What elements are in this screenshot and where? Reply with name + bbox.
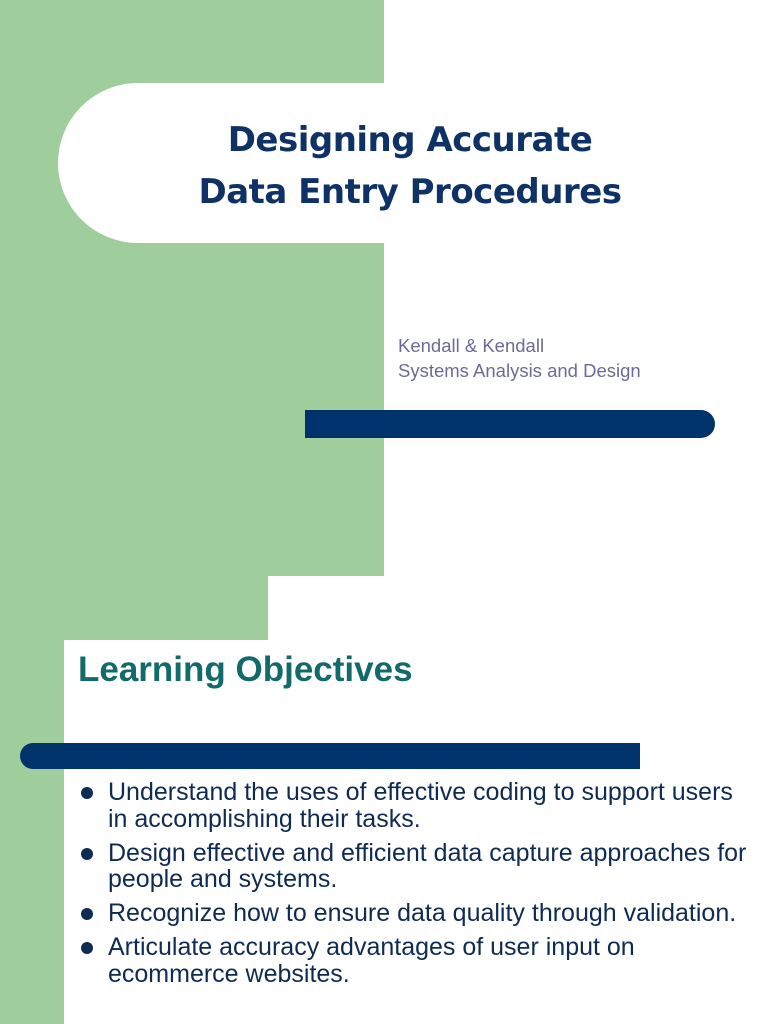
bullet-icon: [81, 942, 93, 954]
green-left-panel: [0, 576, 64, 1024]
bullet-icon: [81, 908, 93, 920]
navy-divider-bar: [20, 743, 640, 769]
navy-accent-bar: [305, 410, 715, 438]
list-item: [78, 934, 758, 987]
book-title: Systems Analysis and Design: [398, 360, 641, 381]
slide-subtitle: [398, 333, 641, 383]
bullet-icon: [81, 787, 93, 799]
authors: Kendall & Kendall: [398, 335, 545, 356]
objective-text: Recognize how to ensure data quality through validation.: [108, 899, 737, 927]
objectives-slide: [0, 576, 768, 1024]
list-item: [78, 900, 758, 927]
objectives-list: [78, 779, 758, 995]
section-heading: Learning Objectives: [78, 650, 413, 689]
list-item: [78, 840, 758, 893]
objective-text: Design effective and efficient data capture approaches for people and systems.: [108, 838, 747, 893]
list-item: [78, 779, 758, 832]
objective-text: Understand the uses of effective coding to support users in accomplishing their tasks.: [108, 778, 733, 833]
slide-title: [150, 114, 670, 218]
slide-title-line-1: Designing Accurate: [227, 120, 593, 160]
objective-text: Articulate accuracy advantages of user input on ecommerce websites.: [108, 933, 635, 988]
bullet-icon: [81, 848, 93, 860]
slide-title-line-2: Data Entry Procedures: [198, 172, 622, 212]
